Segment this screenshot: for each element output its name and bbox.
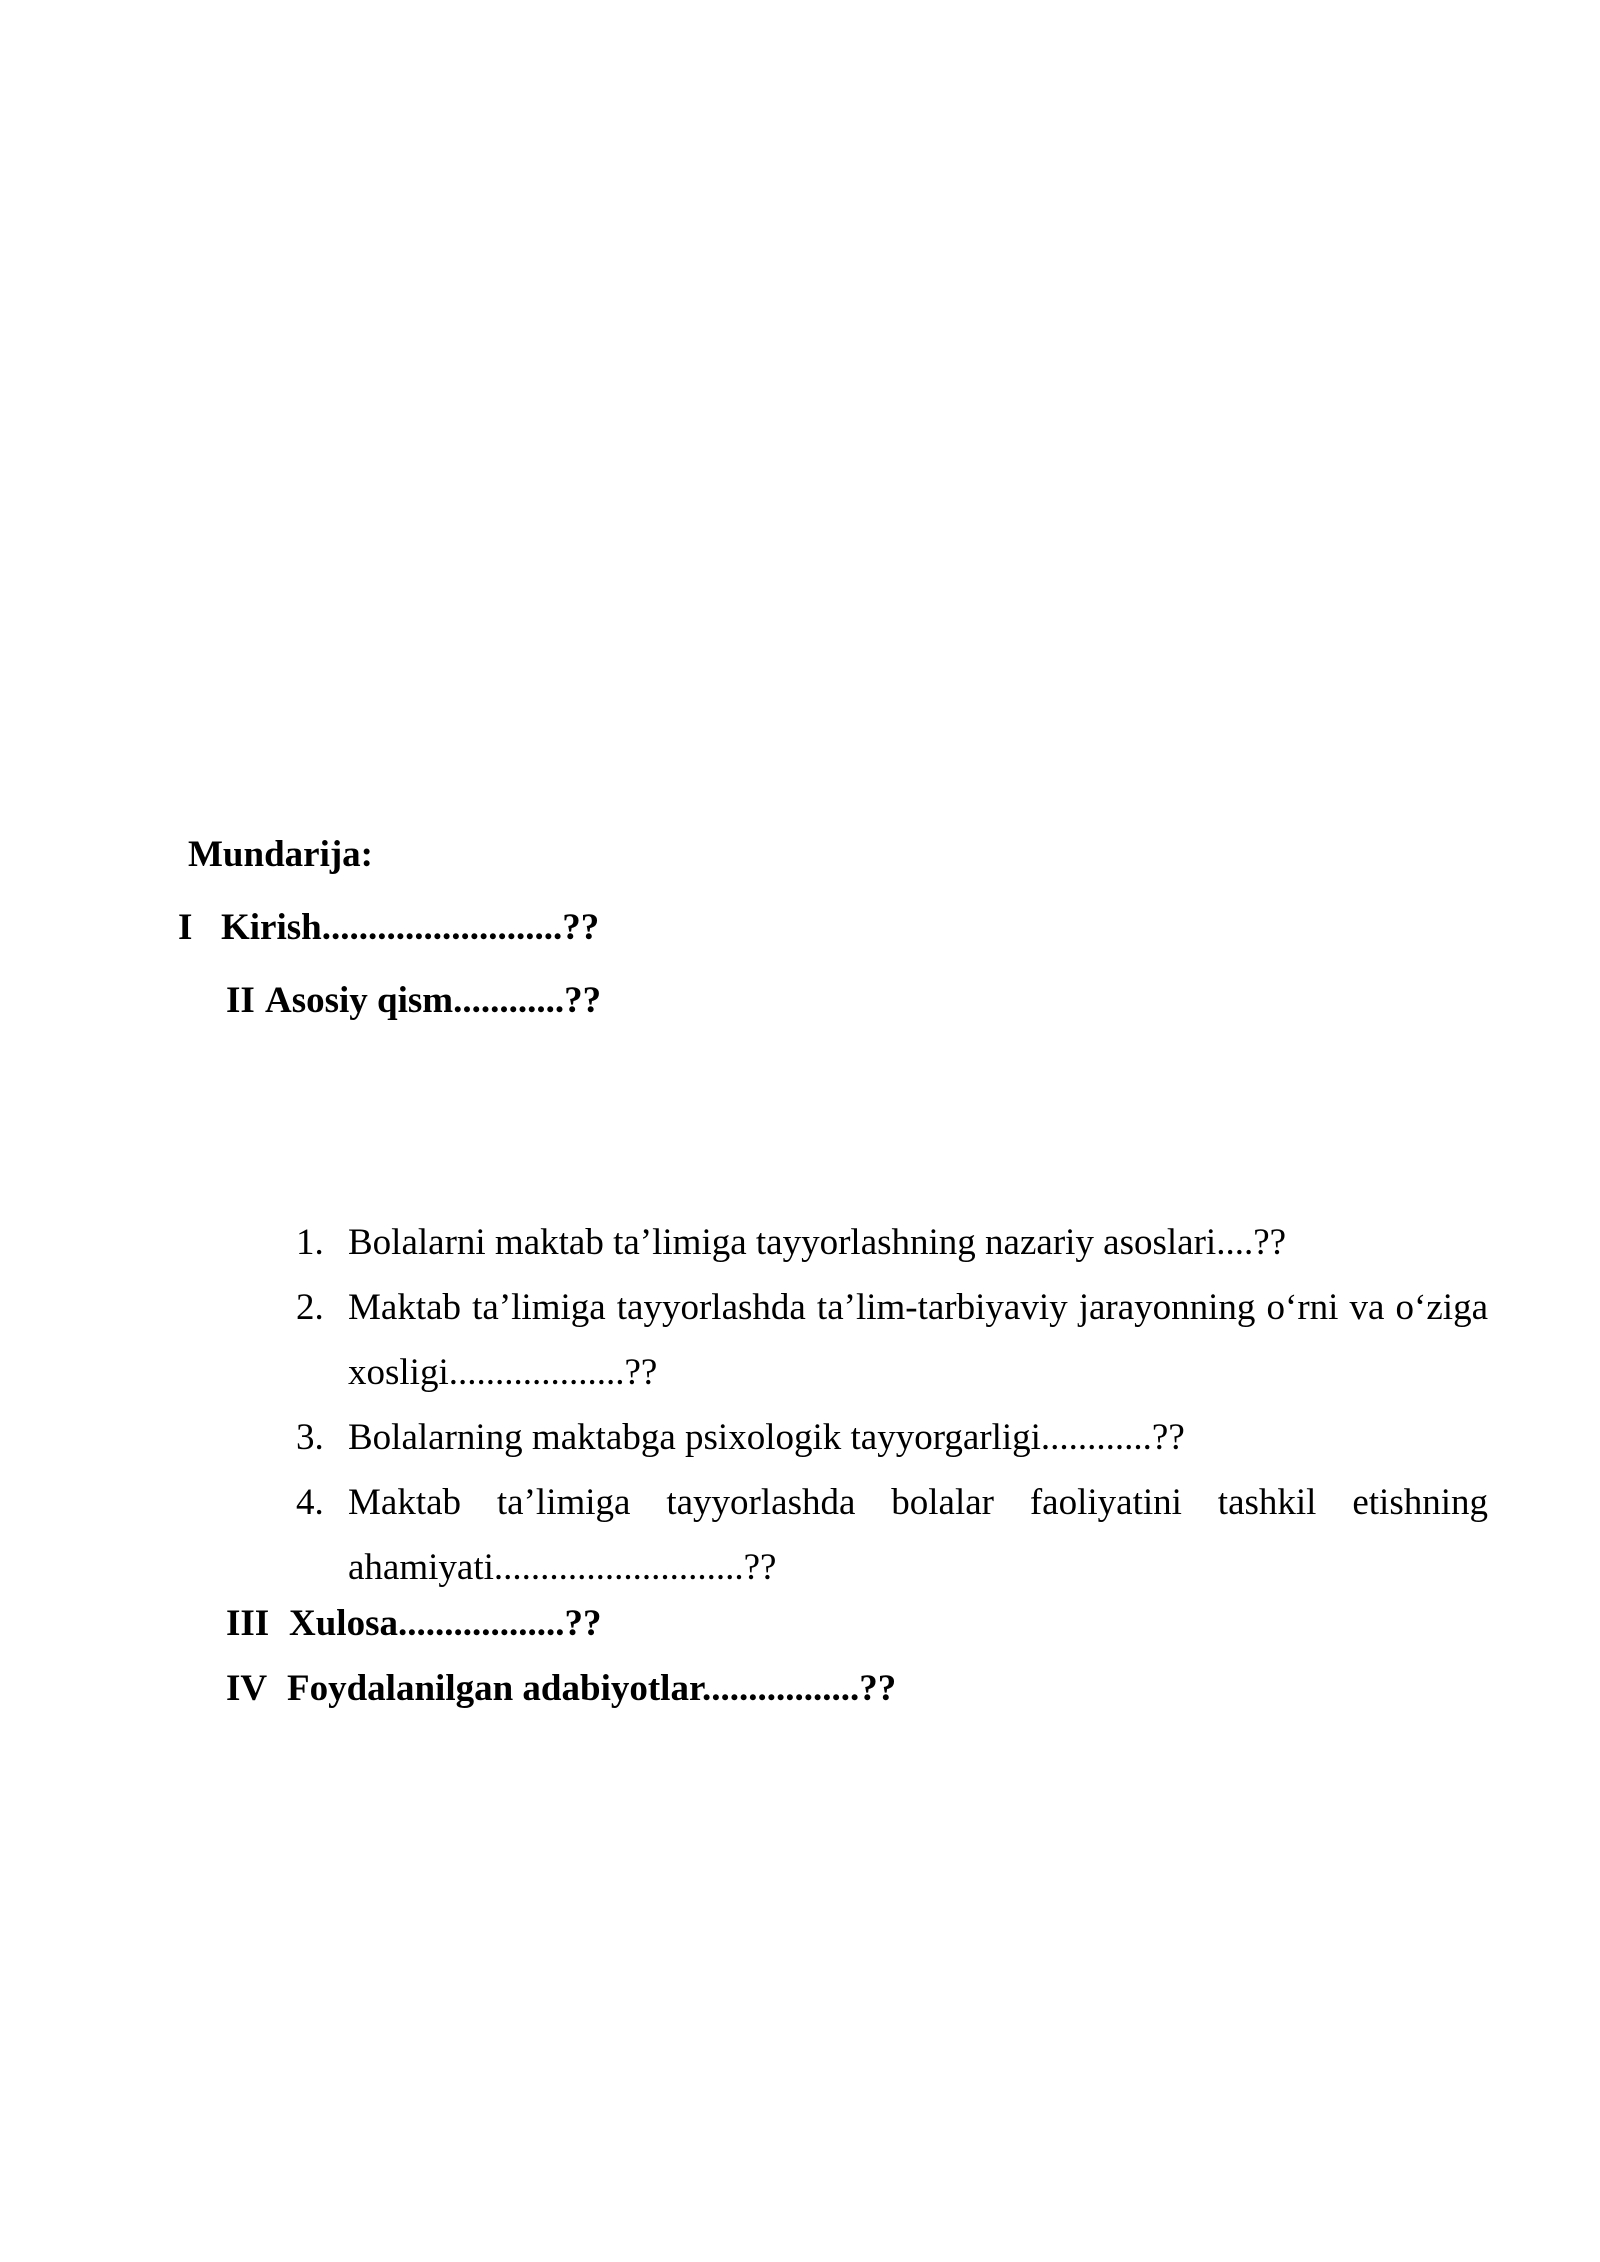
list-item-text: Maktab ta’limiga tayyorlashda bolalar faoliyatini tashkil etishning ahamiyati...........................?? (348, 1482, 1488, 1588)
toc-entry-text: Kirish..........................?? (221, 907, 600, 948)
toc-roman-numeral: II (226, 980, 255, 1021)
toc-roman-numeral: I (178, 907, 193, 948)
toc-roman-numeral: III (226, 1603, 270, 1644)
toc-entry-text: Xulosa..................?? (289, 1603, 602, 1644)
list-item-text: Bolalarni maktab ta’limiga tayyorlashning nazariy asoslari....?? (348, 1222, 1287, 1263)
list-item-text: Bolalarning maktabga psixologik tayyorgarligi............?? (348, 1417, 1185, 1458)
toc-subsection-item (296, 1405, 1488, 1470)
toc-entry-kirish (178, 906, 599, 950)
toc-title: Mundarija: (188, 834, 373, 875)
list-number: 4. (296, 1482, 324, 1523)
toc-entry-text: Asosiy qism............?? (265, 980, 602, 1021)
list-number: 2. (296, 1287, 324, 1328)
toc-subsection-item (296, 1470, 1488, 1600)
toc-subsection-item (296, 1210, 1488, 1275)
toc-subsection-list (296, 1210, 1488, 1600)
toc-entry-text: Foydalanilgan adabiyotlar.................?? (287, 1668, 897, 1709)
toc-entry-foydalanilgan-adabiyotlar (226, 1667, 896, 1711)
toc-entry-asosiy-qism (226, 979, 601, 1023)
toc-roman-numeral: IV (226, 1668, 268, 1709)
list-number: 1. (296, 1222, 324, 1263)
toc-subsection-item (296, 1275, 1488, 1405)
list-number: 3. (296, 1417, 324, 1458)
toc-entry-xulosa (226, 1602, 601, 1646)
list-item-text: Maktab ta’limiga tayyorlashda ta’lim-tarbiyaviy jarayonning o‘rni va o‘ziga xosligi...................?? (348, 1287, 1488, 1393)
